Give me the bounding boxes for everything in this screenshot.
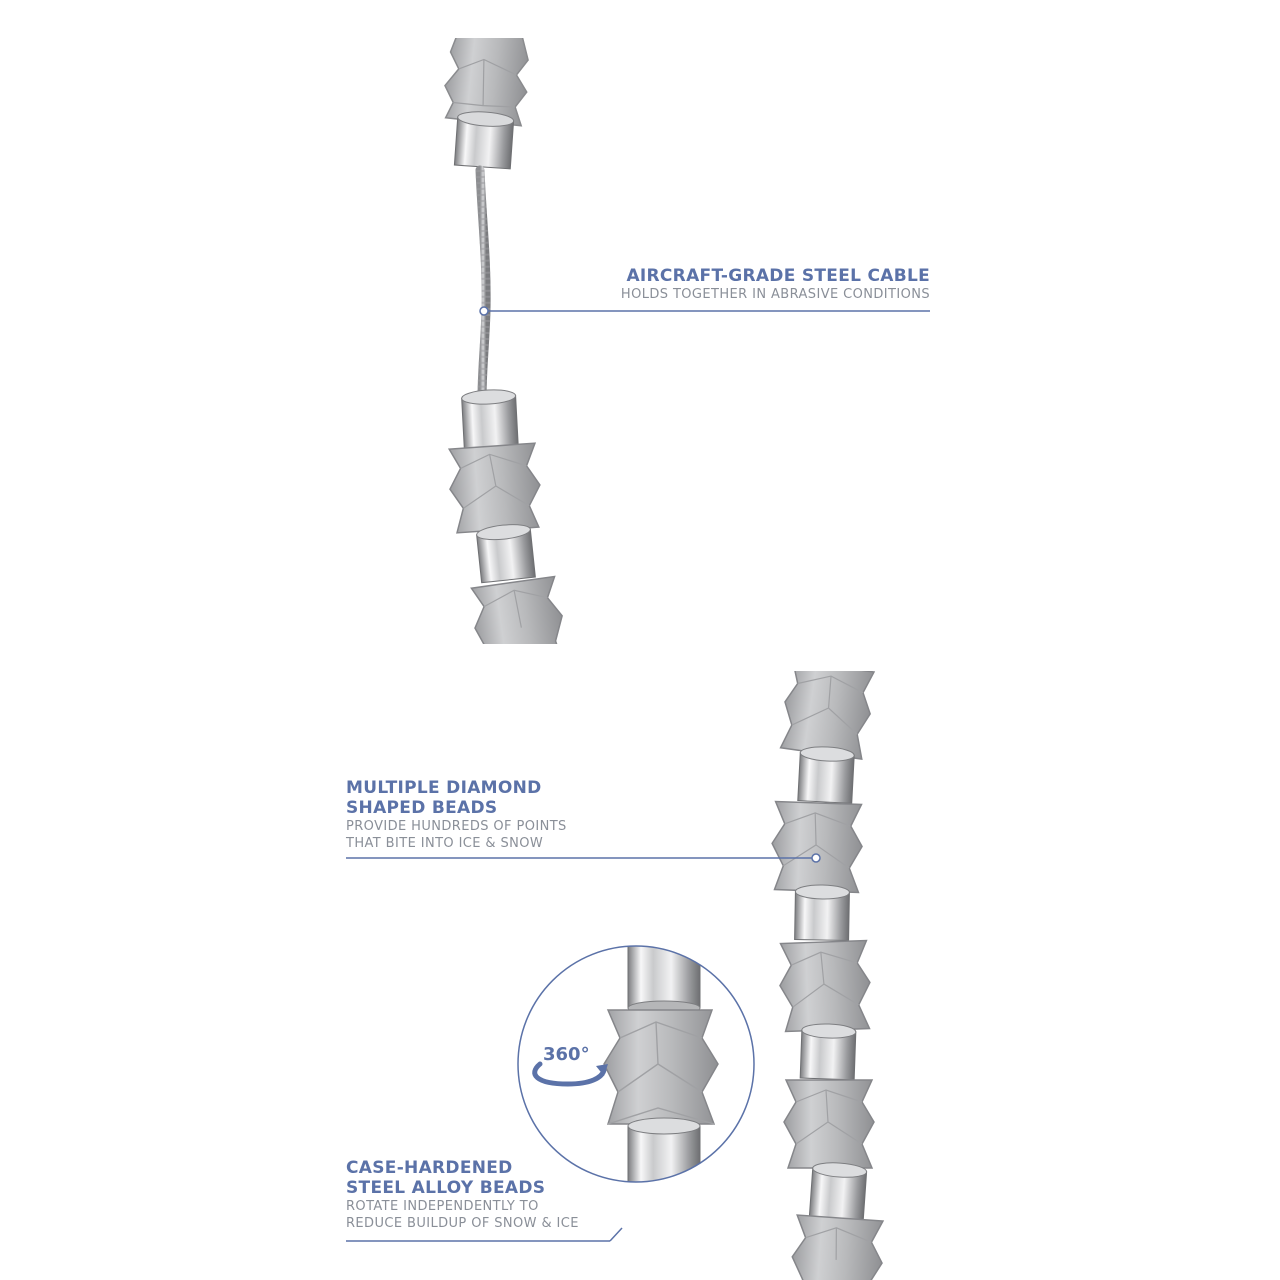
diamond-bead (789, 1215, 885, 1280)
chrome-sleeve (628, 946, 700, 1015)
bottom-chain-segment (770, 660, 884, 1280)
diamond-bead (778, 940, 871, 1031)
hardened-callout-title-line2: STEEL ALLOY BEADS (346, 1178, 546, 1198)
chrome-sleeve (795, 885, 850, 941)
diamond-callout-description-line1: PROVIDE HUNDREDS OF POINTS (346, 819, 567, 834)
diamond-callout-title-line2: SHAPED BEADS (346, 798, 498, 818)
steel-cable (480, 170, 486, 398)
hardened-callout-description-line2: REDUCE BUILDUP OF SNOW & ICE (346, 1216, 579, 1231)
diamond-bead (779, 660, 876, 759)
chrome-sleeve (476, 522, 535, 582)
diamond-callout-pointer (346, 854, 820, 862)
cable-callout-title: AIRCRAFT-GRADE STEEL CABLE (626, 266, 930, 286)
cable-callout-pointer (480, 307, 930, 315)
cable-callout (560, 266, 930, 303)
hardened-callout-description-line1: ROTATE INDEPENDENTLY TO (346, 1199, 539, 1214)
chrome-sleeve (461, 389, 518, 451)
diamond-bead (784, 1080, 874, 1168)
chrome-sleeve (798, 746, 855, 804)
hardened-callout-title-line1: CASE-HARDENED (346, 1158, 513, 1178)
diamond-bead (770, 801, 863, 892)
chrome-sleeve (628, 1118, 700, 1186)
diamond-bead (604, 1010, 718, 1124)
diamond-callout (346, 778, 616, 852)
rotation-badge-label: 360° (543, 1044, 590, 1065)
diamond-bead (442, 30, 533, 126)
hardened-callout (346, 1158, 626, 1232)
diamond-callout-title-line1: MULTIPLE DIAMOND (346, 778, 542, 798)
diamond-bead (469, 576, 570, 683)
zoom-detail-circle (518, 946, 754, 1186)
chrome-sleeve (800, 1023, 856, 1080)
chrome-sleeve (809, 1161, 867, 1220)
diamond-callout-description-line2: THAT BITE INTO ICE & SNOW (346, 836, 544, 851)
chrome-sleeve (454, 110, 514, 169)
diamond-bead (447, 443, 543, 533)
cable-callout-description: HOLDS TOGETHER IN ABRASIVE CONDITIONS (620, 287, 930, 302)
top-chain-segment (442, 30, 570, 684)
